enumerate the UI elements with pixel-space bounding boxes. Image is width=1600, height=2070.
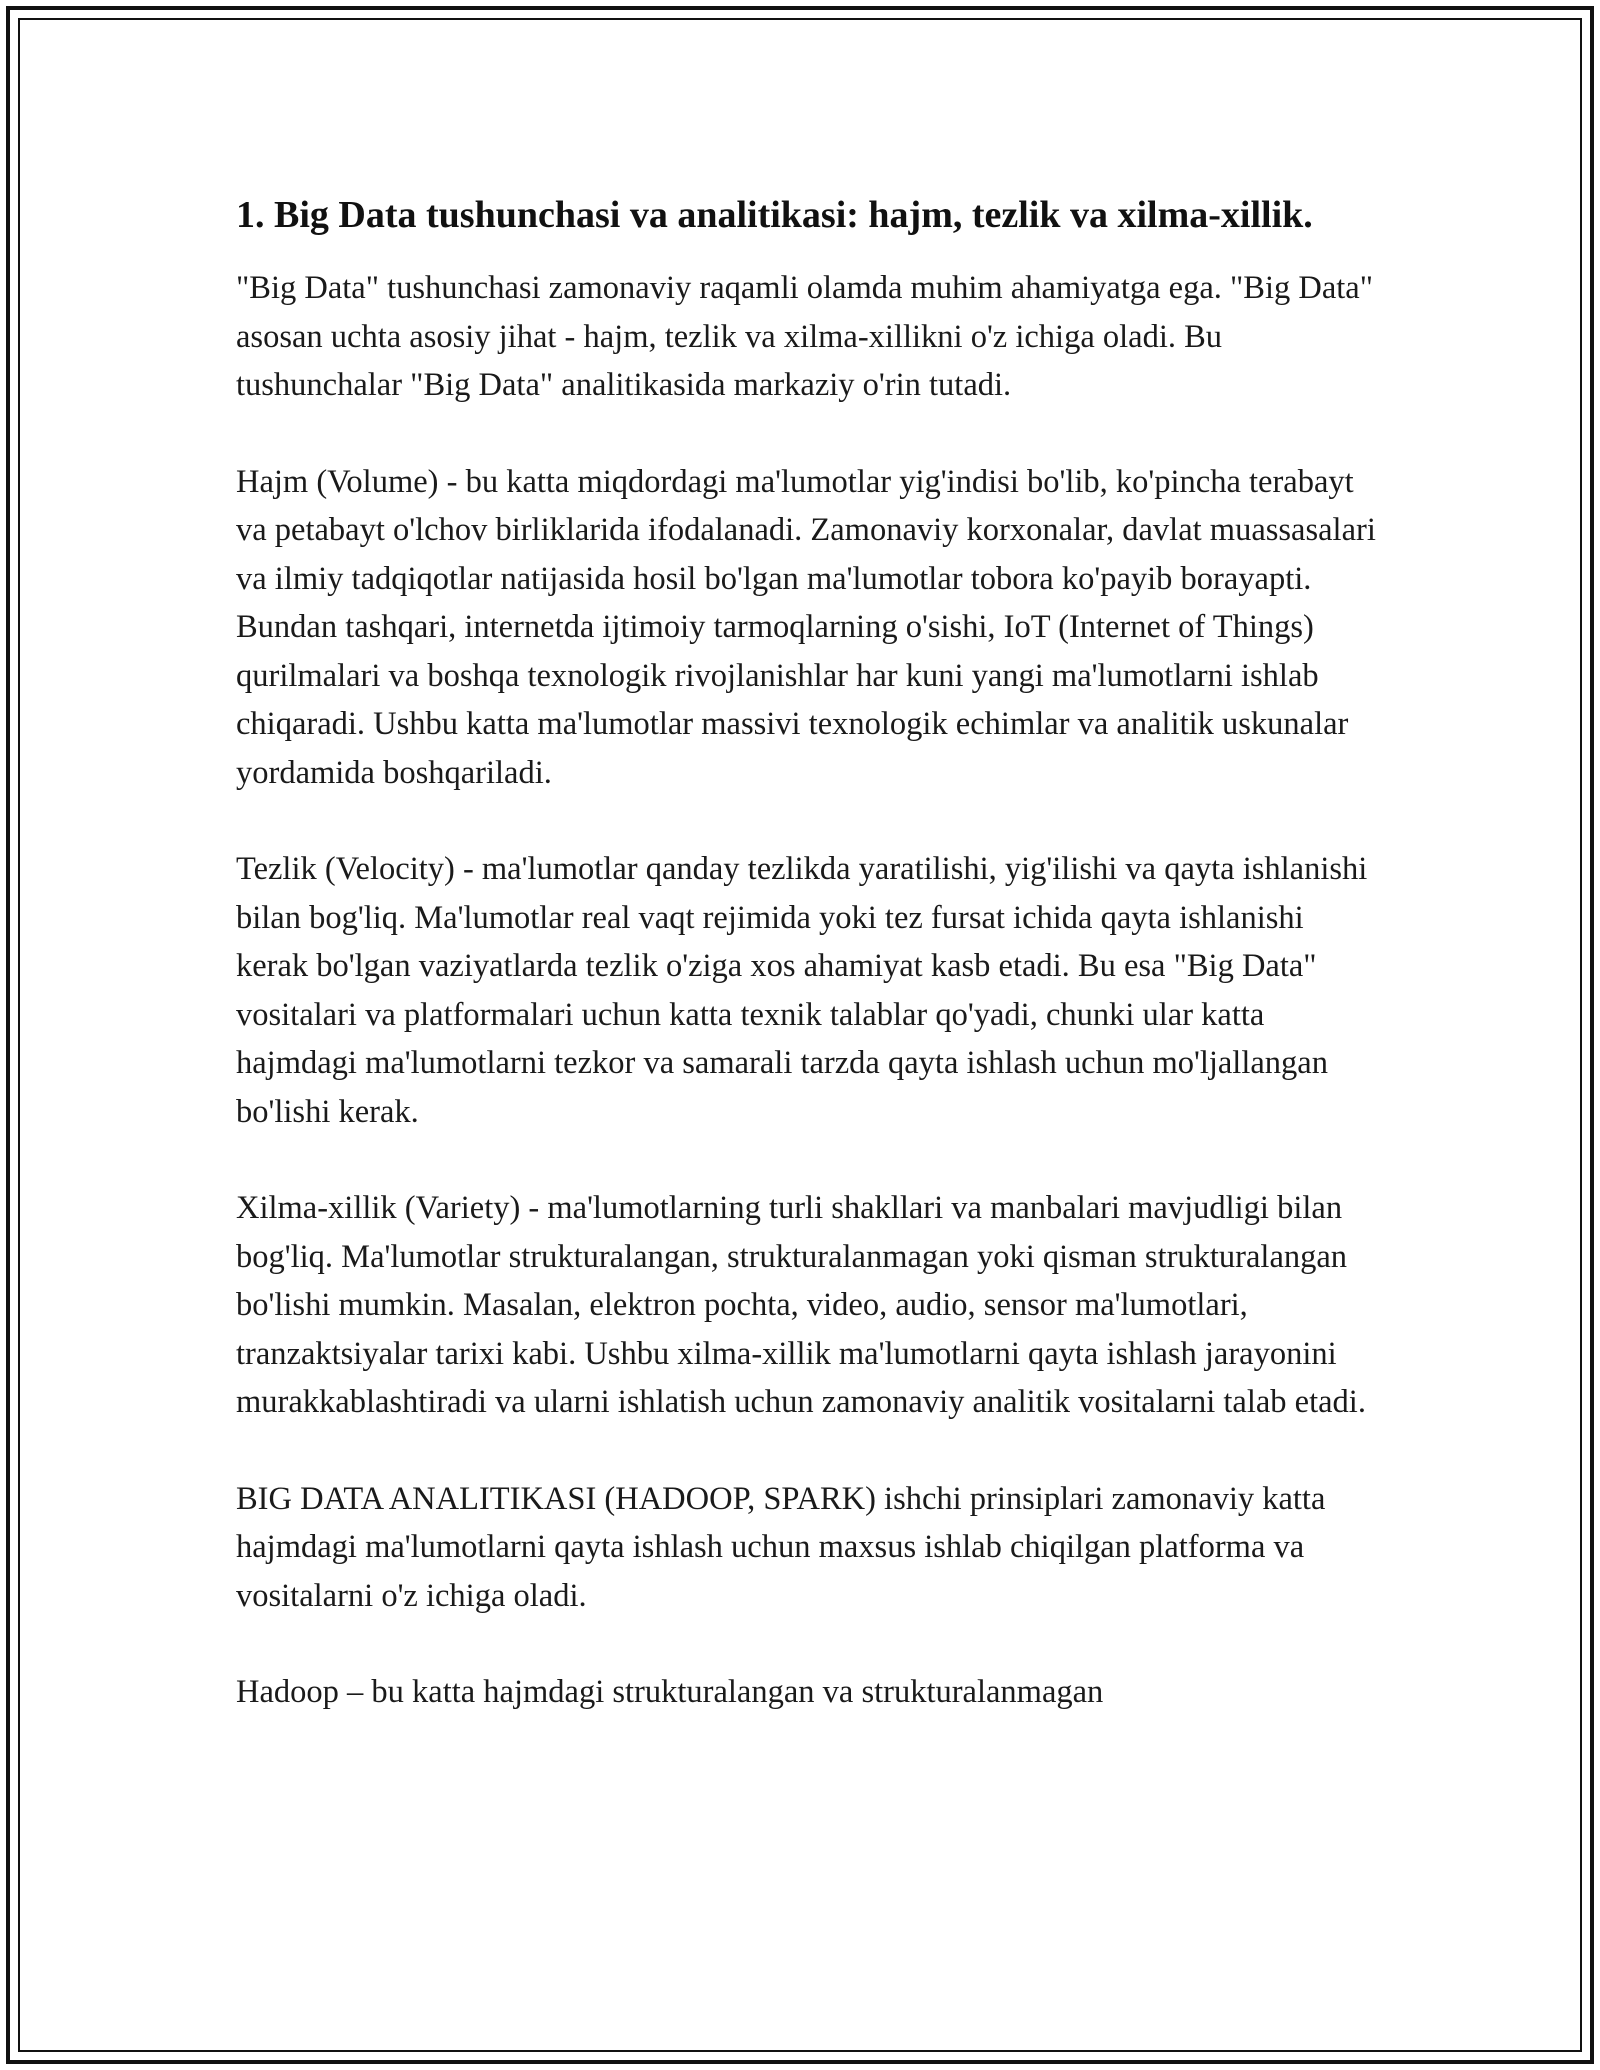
paragraph-velocity: Tezlik (Velocity) - ma'lumotlar qanday tezlikda yaratilishi, yig'ilishi va qayta ishlanishi bilan bog'liq. Ma'lumotlar real vaqt rejimida yoki tez fursat ichida qayta ishlanishi kerak bo'lgan vaziyatlarda tezlik o'ziga xos ahamiyat kasb etadi. Bu esa "Big Data" vositalari va platformalari uchun katta texnik talablar qo'yadi, chunki ular katta hajmdagi ma'lumotlarni tezkor va samarali tarzda qayta ishlash uchun mo'ljallangan bo'lishi kerak. bbox=[236, 851, 1368, 1130]
paragraph-intro: "Big Data" tushunchasi zamonaviy raqamli olamda muhim ahamiyatga ega. "Big Data" asosan uchta asosiy jihat - hajm, tezlik va xilma-xillikni o'z ichiga oladi. Bu tushunchalar "Big Data" analitikasida markaziy o'rin tutadi. bbox=[236, 270, 1373, 403]
paragraph-volume: Hajm (Volume) - bu katta miqdordagi ma'lumotlar yig'indisi bo'lib, ko'pincha terabayt va petabayt o'lchov birliklarida ifodalanadi. Zamonaviy korxonalar, davlat muassasalari va ilmiy tadqiqotlar natijasida hosil bo'lgan ma'lumotlar tobora ko'payib borayapti. Bundan tashqari, internetda ijtimoiy tarmoqlarning o'sishi, IoT (Internet of Things) qurilmalari va boshqa texnologik rivojlanishlar har kuni yangi ma'lumotlarni ishlab chiqaradi. Ushbu katta ma'lumotlar massivi texnologik echimlar va analitik uskunalar yordamida boshqariladi. bbox=[236, 463, 1376, 791]
section-heading: 1. Big Data tushunchasi va analitikasi: hajm, tezlik va xilma-xillik. bbox=[236, 194, 1313, 236]
paragraph-analytics: BIG DATA ANALITIKASI (HADOOP, SPARK) ishchi prinsiplari zamonaviy katta hajmdagi ma'lumotlarni qayta ishlash uchun maxsus ishlab chiqilgan platforma va vositalarni o'z ichiga oladi. bbox=[236, 1480, 1326, 1614]
paragraph-variety: Xilma-xillik (Variety) - ma'lumotlarning turli shakllari va manbalari mavjudligi bilan bog'liq. Ma'lumotlar strukturalangan, strukturalanmagan yoki qisman strukturalangan bo'lishi mumkin. Masalan, elektron pochta, video, audio, sensor ma'lumotlari, tranzaktsiyalar tarixi kabi. Ushbu xilma-xillik ma'lumotlarni qayta ishlash jarayonini murakkablashtiradi va ularni ishlatish uchun zamonaviy analitik vositalarni talab etadi. bbox=[236, 1190, 1366, 1420]
document-body bbox=[236, 188, 1376, 1765]
paragraph-hadoop: Hadoop – bu katta hajmdagi strukturalangan va strukturalanmagan bbox=[236, 1674, 1104, 1710]
